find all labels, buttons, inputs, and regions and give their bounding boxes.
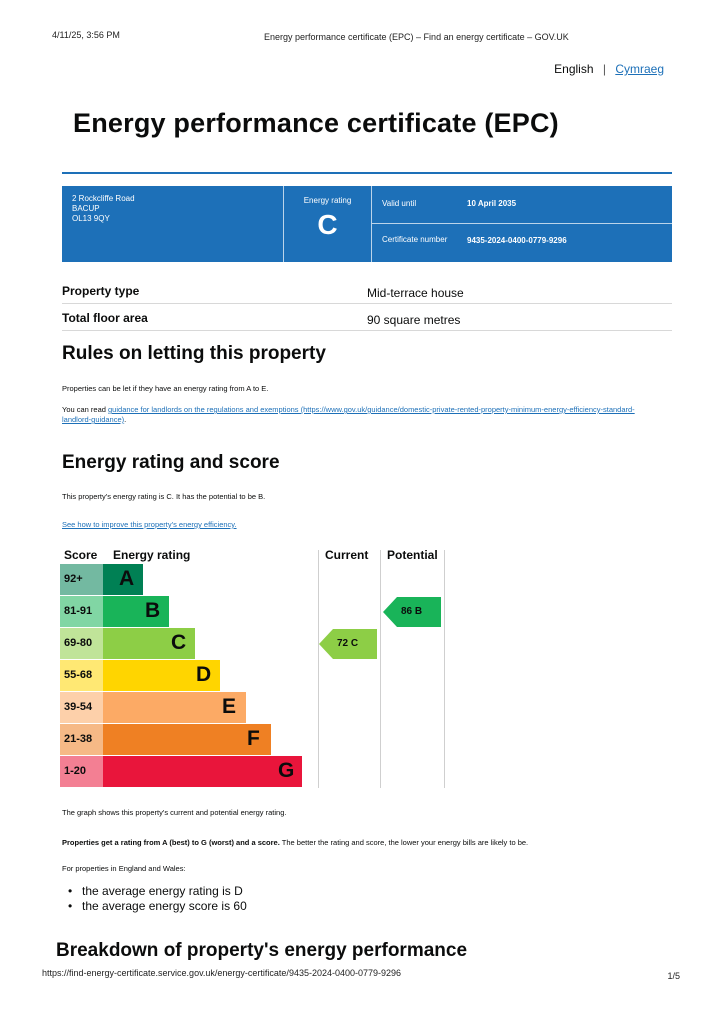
band-score-label: 1-20 xyxy=(64,765,87,777)
print-footer-page-number: 1/5 xyxy=(667,971,680,981)
band-score-label: 92+ xyxy=(64,573,83,585)
rating-scale-note xyxy=(62,838,528,848)
language-separator: | xyxy=(602,62,606,76)
language-current: English xyxy=(554,62,594,76)
certificate-number-label: Certificate number xyxy=(382,235,448,244)
summary-key: Total floor area xyxy=(62,311,148,325)
summary-row xyxy=(62,304,672,331)
summary-key: Property type xyxy=(62,284,140,298)
rules-paragraph-2-suffix: . xyxy=(124,415,127,424)
current-rating-arrow xyxy=(319,629,377,659)
energy-rating-chart xyxy=(60,548,448,788)
valid-until-label: Valid until xyxy=(382,199,417,208)
band-score-label: 69-80 xyxy=(64,637,93,649)
chart-divider-potential xyxy=(380,550,381,788)
band-letter: D xyxy=(196,663,212,686)
language-switcher xyxy=(554,62,664,76)
band-letter: B xyxy=(145,599,161,622)
rules-paragraph-2 xyxy=(62,405,662,425)
valid-until-value: 10 April 2035 xyxy=(467,199,517,208)
england-wales-note: For properties in England and Wales: xyxy=(62,864,186,873)
chart-divider-current xyxy=(318,550,319,788)
energy-rating-letter: C xyxy=(317,209,338,240)
certificate-number-value: 9435-2024-0400-0779-9296 xyxy=(467,236,567,245)
band-letter: G xyxy=(278,759,295,782)
potential-rating-arrow-label: 86 B xyxy=(401,606,423,617)
language-cymraeg-link[interactable]: Cymraeg xyxy=(615,62,664,76)
print-footer-url: https://find-energy-certificate.service.gov.uk/energy-certificate/9435-2024-0400-0779-9296 xyxy=(42,968,402,978)
print-page-title: Energy performance certificate (EPC) – Find an energy certificate – GOV.UK xyxy=(264,32,569,42)
band-score-label: 21-38 xyxy=(64,733,93,745)
property-address xyxy=(62,186,284,262)
rules-heading: Rules on letting this property xyxy=(62,343,326,364)
certificate-details xyxy=(372,186,672,262)
certificate-number-row xyxy=(372,224,672,262)
band-bar xyxy=(103,756,302,787)
breakdown-heading: Breakdown of property's energy performance xyxy=(56,940,468,961)
rating-scale-rest: The better the rating and score, the lower your energy bills are likely to be. xyxy=(279,838,529,847)
chart-header-score: Score xyxy=(64,548,98,562)
band-score-label: 39-54 xyxy=(64,701,93,713)
chart-header-energy-rating: Energy rating xyxy=(113,548,191,562)
valid-until-row xyxy=(372,186,672,224)
current-rating-arrow-label: 72 C xyxy=(337,638,359,649)
title-divider xyxy=(62,172,672,174)
energy-rating-label: Energy rating xyxy=(303,196,352,205)
chart-divider-right xyxy=(444,550,445,788)
band-letter: A xyxy=(119,567,135,590)
print-datetime: 4/11/25, 3:56 PM xyxy=(52,30,120,40)
improve-efficiency-link[interactable]: See how to improve this property's energy efficiency. xyxy=(62,520,237,529)
certificate-summary-box xyxy=(62,186,672,262)
band-score-label: 55-68 xyxy=(64,669,93,681)
chart-header-potential: Potential xyxy=(387,548,438,562)
band-bar xyxy=(103,724,271,755)
page-title: Energy performance certificate (EPC) xyxy=(73,108,559,138)
summary-value: 90 square metres xyxy=(367,313,461,327)
rating-scale-bold: Properties get a rating from A (best) to G (worst) and a score. xyxy=(62,838,280,847)
address-line-3: OL13 9QY xyxy=(72,214,110,223)
rules-paragraph-1: Properties can be let if they have an energy rating from A to E. xyxy=(62,384,269,393)
band-letter: F xyxy=(247,727,260,750)
address-line-1: 2 Rockcliffe Road xyxy=(72,194,135,203)
potential-rating-arrow xyxy=(383,597,441,627)
list-item: • the average energy score is 60 xyxy=(68,899,247,914)
summary-value: Mid-terrace house xyxy=(367,286,464,300)
band-letter: C xyxy=(171,631,187,654)
summary-row xyxy=(62,277,672,304)
band-score-label: 81-91 xyxy=(64,605,93,617)
band-letter: E xyxy=(222,695,237,718)
landlord-guidance-link[interactable]: guidance for landlords on the regulations and exemptions (https://www.gov.uk/guidance/domestic-private-rented-property-minimum-energy-efficiency-standard-landlord-guidance) xyxy=(62,405,635,424)
rules-paragraph-2-prefix: You can read xyxy=(62,405,109,414)
address-line-2: BACUP xyxy=(72,204,100,213)
energy-rating-cell xyxy=(284,186,372,262)
chart-header-current: Current xyxy=(325,548,369,562)
list-item: • the average energy rating is D xyxy=(68,884,247,899)
improve-efficiency-paragraph xyxy=(62,520,237,530)
energy-rating-paragraph: This property's energy rating is C. It has the potential to be B. xyxy=(62,492,266,501)
energy-rating-heading: Energy rating and score xyxy=(62,452,280,473)
property-summary-list xyxy=(62,277,672,331)
averages-list xyxy=(68,884,247,914)
graph-note: The graph shows this property's current and potential energy rating. xyxy=(62,808,287,817)
